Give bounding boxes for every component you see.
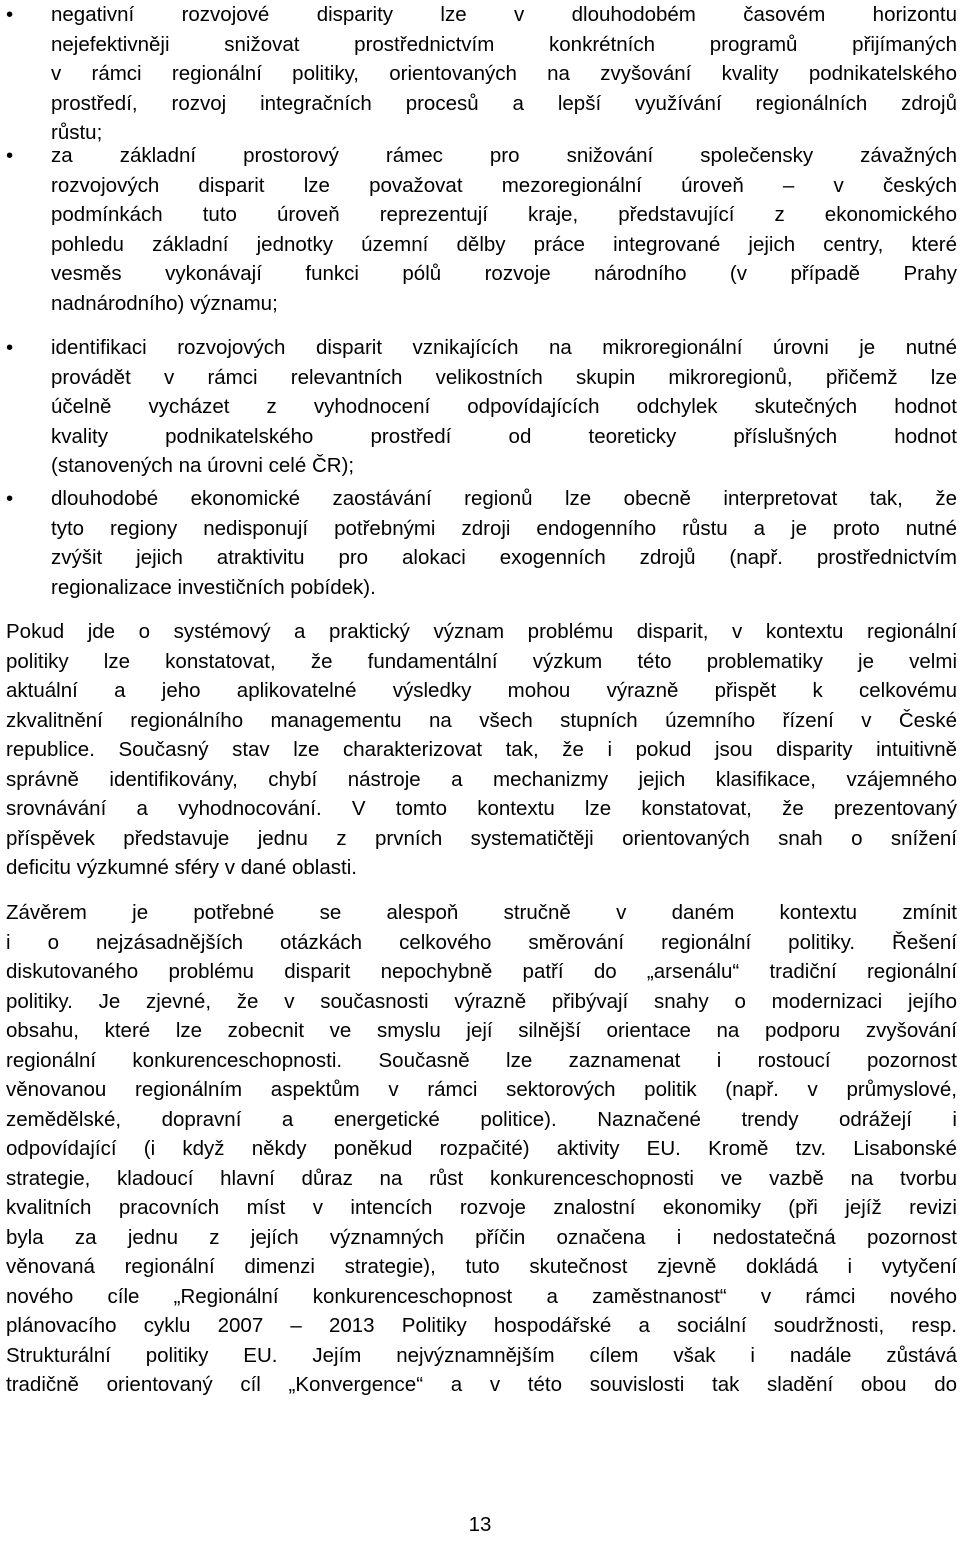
text-line: správně identifikovány, chybí nástroje a mechanizmy jejich klasifikace, vzájemného (6, 767, 957, 791)
body-paragraph (6, 898, 957, 1400)
text-line: rozvojových disparit lze považovat mezoregionální úroveň – v českých (51, 173, 957, 197)
text-line: politiky. Je zjevné, že v současnosti výrazně přibývají snahy o modernizaci jejího (6, 989, 957, 1013)
text-line: republice. Současný stav lze charakterizovat tak, že i pokud jsou disparity intuitivně (6, 738, 957, 761)
text-line: tradičně orientovaný cíl „Konvergence“ a v této souvislosti tak sladění obou do (6, 1373, 957, 1396)
text-line: vesměs vykonávají funkci pólů rozvoje národního (v případě Prahy (51, 262, 957, 285)
text-line: účelně vycházet z vyhodnocení odpovídajících odchylek skutečných hodnot (51, 395, 957, 418)
text-line: plánovacího cyklu 2007 – 2013 Politiky hospodářské a sociální soudržnosti, resp. (6, 1314, 957, 1337)
text-line: obsahu, které lze zobecnit ve smyslu její silnější orientace na podporu zvyšování (6, 1019, 957, 1042)
bullet-marker: • (6, 144, 14, 167)
text-line: nového cíle „Regionální konkurenceschopnost a zaměstnanost“ v rámci nového (6, 1284, 957, 1308)
text-line: příspěvek představuje jednu z prvních systematičtěji orientovaných snah o snížení (6, 826, 957, 850)
text-line: zvýšit jejich atraktivitu pro alokaci exogenních zdrojů (např. prostřednictvím (51, 546, 957, 569)
text-line: i o nejzásadnějších otázkách celkového směrování regionální politiky. Řešení (6, 930, 957, 954)
text-line: nejefektivněji snižovat prostřednictvím konkrétních programů přijímaných (51, 32, 957, 56)
text-line: byla za jednu z jejích významných příčin označena i nedostatečná pozornost (6, 1225, 957, 1249)
text-line: nadnárodního) významu; (51, 291, 278, 315)
text-line: identifikaci rozvojových disparit vznikajících na mikroregionální úrovni je nutné (51, 336, 957, 359)
page-number: 13 (468, 1513, 492, 1536)
text-line: pohledu základní jednotky územní dělby práce integrované jejich centry, které (51, 232, 957, 256)
text-line: dlouhodobé ekonomické zaostávání regionů lze obecně interpretovat tak, že (51, 487, 957, 510)
bullet-item (6, 333, 957, 481)
text-line: strategie, kladoucí hlavní důraz na růst konkurenceschopnosti ve vazbě na tvorbu (6, 1166, 957, 1190)
bullet-marker: • (6, 487, 14, 510)
text-line: Strukturální politiky EU. Jejím nejvýznamnějším cílem však i nadále zůstává (6, 1343, 957, 1367)
text-line: v rámci regionální politiky, orientovaných na zvyšování kvality podnikatelského (51, 62, 957, 85)
text-line: růstu; (51, 121, 103, 144)
bullet-item (6, 0, 957, 148)
text-line: Pokud jde o systémový a praktický význam problému disparit, v kontextu regionální (6, 620, 957, 643)
text-line: věnovanou regionálním aspektům v rámci sektorových politik (např. v průmyslové, (6, 1078, 957, 1101)
bullet-item (6, 141, 957, 318)
text-line: Závěrem je potřebné se alespoň stručně v daném kontextu zmínit (6, 901, 957, 924)
text-line: politiky lze konstatovat, že fundamentální výzkum této problematiky je velmi (6, 649, 957, 673)
text-line: tyto regiony nedisponují potřebnými zdroji endogenního růstu a je proto nutné (51, 516, 957, 540)
text-line: diskutovaného problému disparit nepochybně patří do „arsenálu“ tradiční regionální (6, 960, 957, 983)
text-line: za základní prostorový rámec pro snižování společensky závažných (51, 144, 957, 167)
text-line: (stanovených na úrovni celé ČR); (51, 454, 355, 477)
text-line: zkvalitnění regionálního managementu na všech stupních územního řízení v České (6, 708, 957, 732)
text-line: provádět v rámci relevantních velikostních skupin mikroregionů, přičemž lze (51, 365, 957, 389)
text-line: prostředí, rozvoj integračních procesů a lepší využívání regionálních zdrojů (51, 91, 957, 115)
text-line: kvality podnikatelského prostředí od teoreticky příslušných hodnot (51, 424, 957, 448)
text-line: odpovídající (i když někdy poněkud rozpačité) aktivity EU. Kromě tzv. Lisabonské (6, 1137, 957, 1160)
text-line: regionální konkurenceschopnosti. Současně lze zaznamenat i rostoucí pozornost (6, 1048, 957, 1072)
text-line: podmínkách tuto úroveň reprezentují kraje, představující z ekonomického (51, 203, 957, 226)
bullet-marker: • (6, 336, 14, 359)
text-line: regionalizace investičních pobídek). (51, 575, 376, 599)
text-line: zemědělské, dopravní a energetické politice). Naznačené trendy odrážejí i (6, 1107, 957, 1131)
bullet-marker: • (6, 3, 14, 26)
body-paragraph (6, 617, 957, 883)
text-line: deficitu výzkumné sféry v dané oblasti. (6, 856, 357, 879)
bullet-item (6, 484, 957, 602)
text-line: negativní rozvojové disparity lze v dlouhodobém časovém horizontu (51, 3, 957, 26)
text-line: srovnávání a vyhodnocování. V tomto kontextu lze konstatovat, že prezentovaný (6, 797, 957, 820)
text-line: aktuální a jeho aplikovatelné výsledky mohou výrazně přispět k celkovému (6, 679, 957, 702)
text-line: věnovaná regionální dimenzi strategie), tuto skutečnost zjevně dokládá i vytyčení (6, 1255, 957, 1278)
text-line: kvalitních pracovních míst v intencích rozvoje znalostní ekonomiky (při jejíž revizi (6, 1196, 957, 1219)
